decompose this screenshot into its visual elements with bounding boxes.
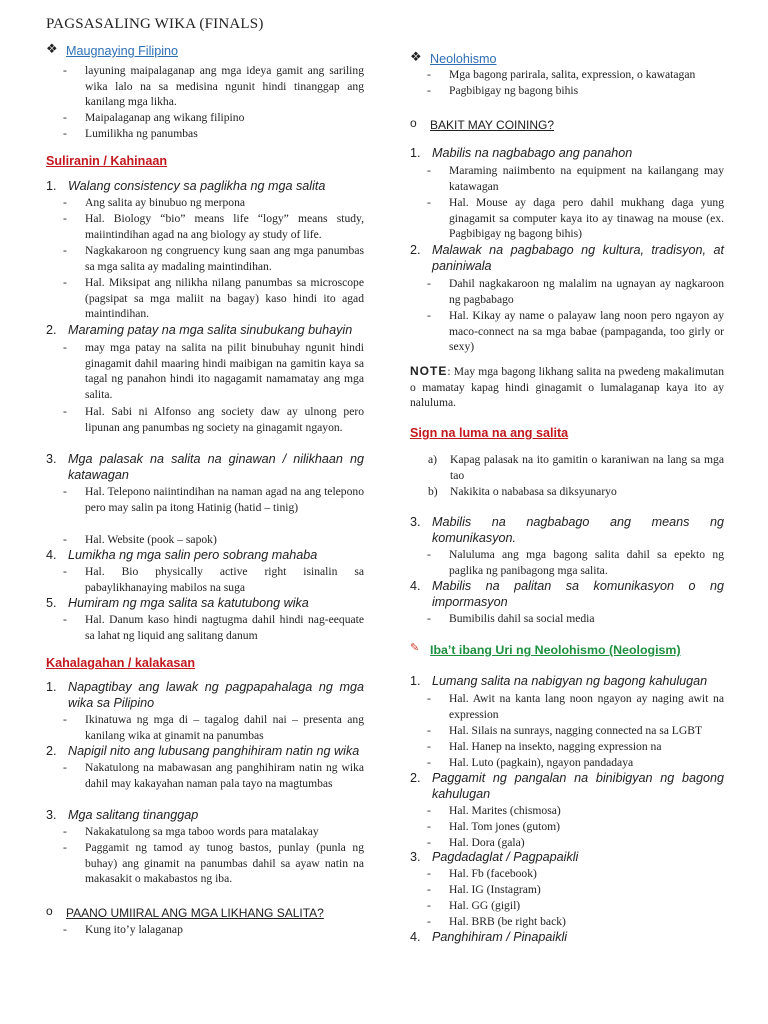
num-item (410, 930, 724, 946)
item-number: 1. (46, 179, 57, 193)
bullet-text: Bumibilis dahil sa social media (449, 612, 595, 625)
num-item (46, 452, 364, 483)
dash-bullet: - (63, 405, 67, 418)
dash-item (46, 404, 364, 435)
dash-bullet: - (63, 533, 67, 546)
dash-bullet: - (63, 276, 67, 289)
dash-bullet: - (427, 915, 431, 928)
item-number: 1. (46, 680, 57, 694)
red-item (46, 152, 364, 170)
num-item (410, 243, 724, 274)
lettered-item-text: Nakikita o nababasa sa diksyunaryo (450, 485, 617, 498)
num-item (410, 579, 724, 610)
item-number: 1. (410, 674, 421, 688)
item-number: 2. (46, 744, 57, 758)
bullet-text: Ang salita ay binubuo ng merpona (85, 196, 246, 209)
circle-bullet-icon: o (46, 904, 53, 918)
dash-item (410, 898, 724, 914)
dash-bullet: - (427, 836, 431, 849)
dash-item (410, 914, 724, 930)
lettered-item-text: Kapag palasak na ito gamitin o karaniwan na lang sa mga tao (450, 453, 724, 482)
item-number: 3. (46, 452, 57, 466)
bullet-text: Maraming naiimbento na equipment na kailangang may katawagan (449, 164, 724, 193)
dash-item (46, 484, 364, 515)
pencil-item (410, 641, 724, 659)
dash-bullet: - (427, 692, 431, 705)
dash-bullet: - (427, 68, 431, 81)
dash-bullet: - (427, 899, 431, 912)
bullet-text: Hal. IG (Instagram) (449, 883, 541, 896)
num-item (410, 850, 724, 866)
bullet-text: Hal. Website (pook – sapok) (85, 533, 217, 546)
dash-bullet: - (427, 196, 431, 209)
bullet-text: Nakakatulong sa mga taboo words para matalakay (85, 825, 319, 838)
bullet-text: Kung ito’y lalaganap (85, 923, 183, 936)
bullet-text: Hal. Kikay ay name o palayaw lang noon pero ngayon ay maco-connect na sa mga babae (pampaganda, too girly or sexy) (449, 309, 724, 353)
dash-bullet: - (427, 883, 431, 896)
dash-item (46, 922, 364, 938)
bullet-text: Hal. Sabi ni Alfonso ang society daw ay ulnong pero lipunan ang panumbas ng society na ginagamit ngayon. (85, 405, 364, 434)
note-item (410, 364, 724, 411)
num-item (46, 179, 364, 195)
bullet-text: Hal. Tom jones (gutom) (449, 820, 561, 833)
numbered-item-text: Mga palasak na salita na ginawan / nilikhaan ng katawagan (68, 452, 364, 482)
bullet-text: Naluluma ang mga bagong salita dahil sa epekto ng paglika ng panibagong mga salita. (449, 548, 724, 577)
bullet-text: Nakatulong na mabawasan ang panghihiram natin ng wika dahil may kakayahan naman pala tayo na magtumbas (85, 761, 364, 790)
numbered-item-text: Mabilis na palitan sa komunikasyon o ng impormasyon (432, 579, 724, 609)
dash-item (46, 195, 364, 211)
bullet-text: Maipalaganap ang wikang filipino (85, 111, 245, 124)
dash-item (46, 243, 364, 274)
dash-bullet: - (427, 84, 431, 97)
dash-item (46, 532, 364, 548)
dash-item (410, 611, 724, 627)
dash-item (410, 67, 724, 83)
dash-bullet: - (63, 127, 67, 140)
numbered-item-text: Malawak na pagbabago ng kultura, tradisyon, at paniniwala (432, 243, 724, 273)
bullet-text: Mga bagong parirala, salita, expression, o kawatagan (449, 68, 696, 81)
red-item (410, 424, 724, 442)
numbered-item-text: Mabilis na nagbabago ang means ng komunikasyon. (432, 515, 724, 545)
red-item (46, 654, 364, 672)
dash-bullet: - (427, 804, 431, 817)
dash-bullet: - (63, 111, 67, 124)
section-heading: Maugnaying Filipino (66, 44, 179, 58)
dash-bullet: - (63, 923, 67, 936)
bullet-text: Paggamit ng tamod ay tunog bastos, punlay (punla ng buhay) ang ginamit na panumbas dahil sa ayaw natin na makasakit o makabastos ng iba. (85, 841, 364, 885)
dash-item (46, 712, 364, 743)
dash-item (410, 739, 724, 755)
bullet-text: Hal. Marites (chismosa) (449, 804, 561, 817)
circle-item (410, 116, 724, 134)
section-heading: Sign na luma na ang salita (410, 426, 569, 440)
dash-bullet: - (427, 724, 431, 737)
num-item (46, 323, 364, 339)
item-number: 2. (46, 323, 57, 337)
dash-bullet: - (427, 548, 431, 561)
diamond-bullet-icon: ❖ (410, 49, 422, 64)
bullet-text: Pagbibigay ng bagong bihis (449, 84, 579, 97)
dash-bullet: - (63, 196, 67, 209)
dash-item (410, 835, 724, 851)
dash-bullet: - (427, 740, 431, 753)
dash-bullet: - (427, 820, 431, 833)
bullet-text: Hal. BRB (be right back) (449, 915, 566, 928)
dash-bullet: - (427, 612, 431, 625)
bullet-text: Hal. GG (gigil) (449, 899, 521, 912)
dash-bullet: - (63, 212, 67, 225)
item-number: 3. (410, 515, 421, 529)
dash-item (410, 308, 724, 355)
dash-bullet: - (63, 64, 67, 77)
dash-item (410, 276, 724, 307)
alpha-item (410, 452, 724, 483)
note-label: NOTE (410, 364, 448, 378)
dash-item (46, 824, 364, 840)
dash-item (410, 83, 724, 99)
bullet-text: layuning maipalaganap ang mga ideya gamit ang sariling wika lalo na sa medisina ngunit hindi tinanggap ang kanilang mga likha. (85, 64, 364, 108)
dash-bullet: - (427, 164, 431, 177)
dash-item (410, 803, 724, 819)
dash-item (46, 564, 364, 595)
note-paragraph (410, 364, 724, 411)
item-letter: b) (428, 485, 438, 498)
alpha-item (410, 484, 724, 500)
num-item (46, 680, 364, 711)
dash-bullet: - (427, 309, 431, 322)
numbered-item-text: Napigil nito ang lubusang panghihiram natin ng wika (68, 744, 360, 758)
dash-bullet: - (63, 485, 67, 498)
numbered-item-text: Mga salitang tinanggap (68, 808, 199, 822)
num-item (410, 515, 724, 546)
numbered-item-text: Maraming patay na mga salita sinubukang buhayin (68, 323, 353, 337)
bullet-text: Hal. Hanep na insekto, nagging expression na (449, 740, 662, 753)
bullet-text: Hal. Fb (facebook) (449, 867, 537, 880)
item-number: 4. (410, 579, 421, 593)
numbered-item-text: Paggamit ng pangalan na binibigyan ng bagong kahulugan (432, 771, 724, 801)
dash-item (46, 760, 364, 791)
item-number: 2. (410, 243, 421, 257)
dash-bullet: - (63, 825, 67, 838)
section-heading: Suliranin / Kahinaan (46, 154, 168, 168)
dash-item (46, 211, 364, 242)
bullet-text: Hal. Dora (gala) (449, 836, 525, 849)
diamond-bullet-icon: ❖ (46, 41, 58, 56)
bullet-text: Hal. Miksipat ang nilikha nilang panumbas sa microscope (pagsipat sa mga maliit na bagay) kaso hindi ito agad maintindihan. (85, 276, 364, 320)
bullet-text: Hal. Danum kaso hindi nagtugma dahil hindi nag-eequate sa lahat ng liquid ang salitang danum (85, 613, 364, 642)
dash-item (410, 163, 724, 194)
pencil-bullet-icon: ✎ (410, 642, 420, 654)
dash-item (46, 126, 364, 142)
bullet-text: Hal. Silais na sunrays, nagging connected na sa LGBT (449, 724, 703, 737)
dash-item (46, 612, 364, 643)
subsection-heading: PAANO UMIIRAL ANG MGA LIKHANG SALITA? (66, 906, 324, 920)
bullet-text: Ikinatuwa ng mga di – tagalog dahil nai – presenta ang kanilang wika at ginamit na panumbas (85, 713, 364, 742)
dash-item (46, 340, 364, 402)
numbered-item-text: Panghihiram / Pinapaikli (432, 930, 568, 944)
bullet-text: Hal. Luto (pagkain), ngayon pandadaya (449, 756, 634, 769)
item-number: 5. (46, 596, 57, 610)
dash-bullet: - (427, 277, 431, 290)
section-heading: Iba’t ibang Uri ng Neolohismo (Neologism) (430, 643, 681, 657)
dash-bullet: - (63, 613, 67, 626)
item-number: 4. (410, 930, 421, 944)
num-item (410, 146, 724, 162)
section-heading: Neolohismo (430, 52, 497, 66)
num-item (410, 674, 724, 690)
dash-bullet: - (427, 867, 431, 880)
dash-item (410, 691, 724, 722)
dash-bullet: - (63, 713, 67, 726)
item-number: 3. (410, 850, 421, 864)
numbered-item-text: Lumang salita na nabigyan ng bagong kahulugan (432, 674, 708, 688)
item-number: 4. (46, 548, 57, 562)
dash-item (46, 275, 364, 322)
diamond-item (46, 42, 364, 60)
item-number: 1. (410, 146, 421, 160)
subsection-heading: BAKIT MAY COINING? (430, 118, 555, 132)
numbered-item-text: Lumikha ng mga salin pero sobrang mahaba (68, 548, 318, 562)
dash-item (410, 866, 724, 882)
dash-item (46, 63, 364, 110)
dash-item (410, 723, 724, 739)
dash-item (410, 547, 724, 578)
note-text: : May mga bagong likhang salita na pwedeng makalimutan o mamatay kapag hindi ginagamit o lumalaganap kaya ito ay naluluma. (410, 365, 724, 409)
dash-bullet: - (427, 756, 431, 769)
numbered-item-text: Walang consistency sa paglikha ng mga salita (68, 179, 326, 193)
num-item (46, 596, 364, 612)
item-number: 3. (46, 808, 57, 822)
num-item (46, 808, 364, 824)
dash-bullet: - (63, 565, 67, 578)
bullet-text: Hal. Awit na kanta lang noon ngayon ay naging awit na expression (449, 692, 724, 721)
dash-item (410, 882, 724, 898)
dash-item (46, 110, 364, 126)
dash-item (410, 819, 724, 835)
dash-bullet: - (63, 761, 67, 774)
dash-item (410, 755, 724, 771)
bullet-text: Hal. Biology “bio” means life “logy” means study, maiintindihan agad na ang biology ay study of life. (85, 212, 364, 241)
item-letter: a) (428, 453, 438, 466)
num-item (46, 744, 364, 760)
bullet-text: Hal. Bio physically active right isinalin sa pabaylikhanaying mabilos na suga (85, 565, 364, 594)
dash-item (410, 195, 724, 242)
diamond-item (410, 50, 724, 68)
dash-item (46, 840, 364, 887)
bullet-text: Hal. Telepono naiintindihan na naman agad na ang telepono pero may salin pa itong Hatinig (hatid – tinig) (85, 485, 364, 514)
numbered-item-text: Humiram ng mga salita sa katutubong wika (68, 596, 309, 610)
dash-bullet: - (63, 341, 67, 354)
circle-item (46, 904, 364, 922)
bullet-text: Nagkakaroon ng congruency kung saan ang mga panumbas sa mga salita ay madaling maintindihan. (85, 244, 364, 273)
dash-bullet: - (63, 244, 67, 257)
bullet-text: Lumilikha ng panumbas (85, 127, 198, 140)
page-title: PAGSASALING WIKA (FINALS) (46, 16, 264, 32)
bullet-text: Dahil nagkakaroon ng malalim na ugnayan ay nagkaroon ng pagbabago (449, 277, 724, 306)
bullet-text: may mga patay na salita na pilit binubuhay ngunit hindi ginagamit dahil maaring hindi maibigan na gamitin kaya sa tagal ng panahon hindi ito nagagamit namamatay ang mga salita. (85, 341, 364, 401)
numbered-item-text: Pagdadaglat / Pagpapaikli (432, 850, 579, 864)
item-number: 2. (410, 771, 421, 785)
section-heading: Kahalagahan / kalakasan (46, 656, 196, 670)
numbered-item-text: Mabilis na nagbabago ang panahon (432, 146, 633, 160)
num-item (410, 771, 724, 802)
circle-bullet-icon: o (410, 116, 417, 130)
num-item (46, 548, 364, 564)
dash-bullet: - (63, 841, 67, 854)
bullet-text: Hal. Mouse ay daga pero dahil mukhang daga yung ginagamit sa computer kaya ito ay tinawag na mouse (ex. Pagbibigay ng bagong bihis) (449, 196, 724, 240)
numbered-item-text: Napagtibay ang lawak ng pagpapahalaga ng mga wika sa Pilipino (68, 680, 364, 710)
